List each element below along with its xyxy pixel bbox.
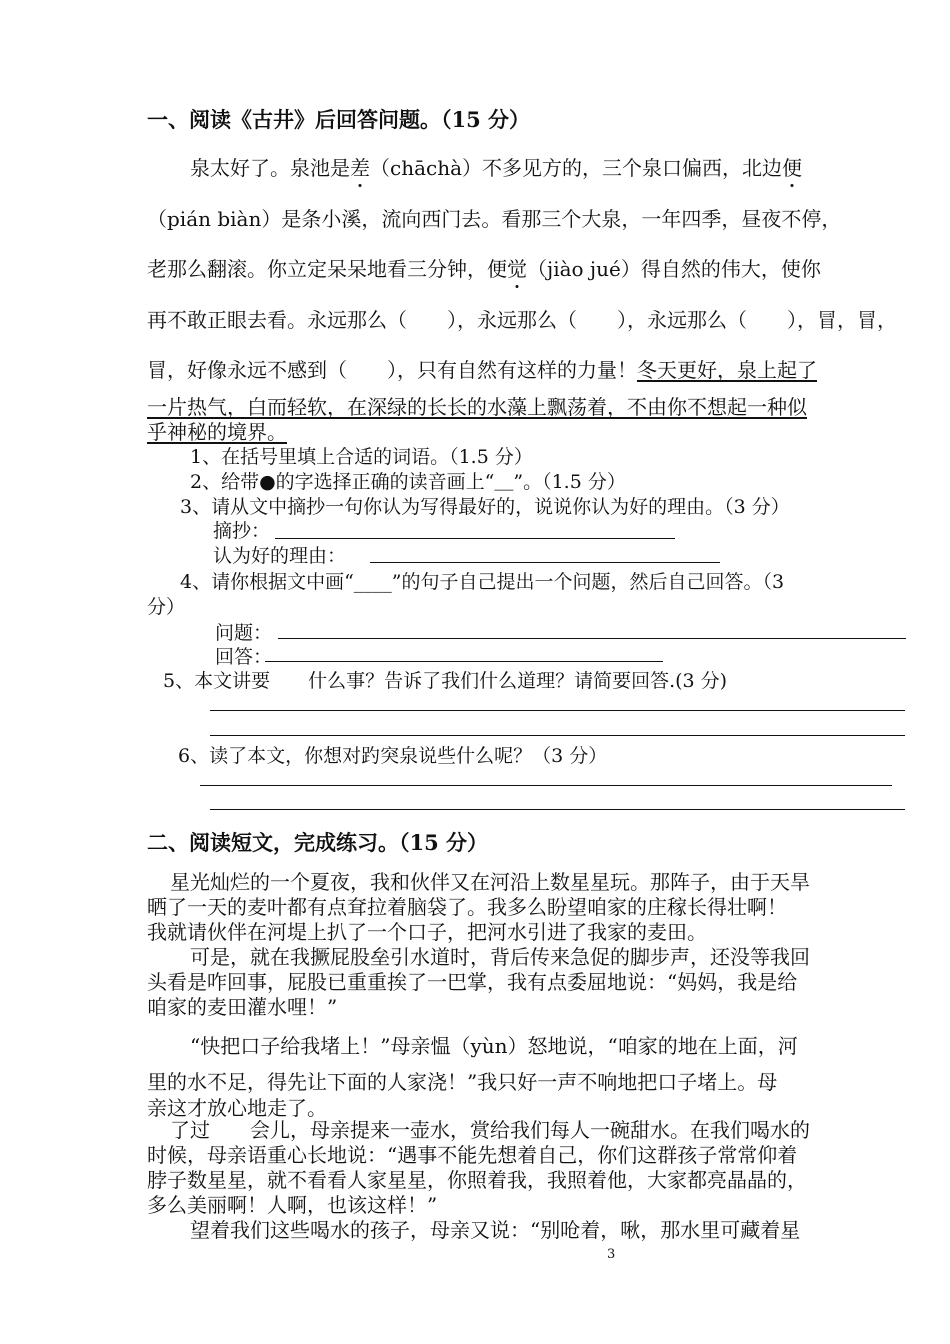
underlined-sentence: 乎神秘的境界。 (147, 420, 287, 444)
story-line: 可是，就在我撅屁股垒引水道时，背后传来急促的脚步声，还没等我回 (190, 945, 810, 969)
passage-line-2: （pián biàn）是条小溪，流向西门去。看那三个大泉，一年四季，昼夜不停， (147, 207, 842, 231)
q4-question-label: 问题： (215, 622, 273, 644)
q6-answer-line-1[interactable] (200, 785, 892, 786)
question-1: 1、在括号里填上合适的词语。（1.5 分） (190, 446, 533, 468)
passage-line-3 (147, 253, 821, 282)
story-line: 脖子数星星，就不看看人家星星，你照着我，我照着他，大家都亮晶晶的， (147, 1168, 807, 1192)
dotted-char: 便 (782, 152, 802, 181)
dotted-char: 觉 (507, 253, 527, 282)
story-line: 亲这才放心地走了。 (147, 1096, 327, 1120)
q4-answer-label: 回答： (215, 646, 273, 668)
underlined-sentence: 一片热气，白而轻软，在深绿的长长的水藻上飘荡着，不由你不想起一种似 (147, 395, 807, 419)
story-line: “快把口子给我堵上！”母亲愠（yùn）怒地说，“咱家的地在上面，河 (190, 1034, 798, 1058)
story-line: 望着我们这些喝水的孩子，母亲又说：“别呛着，啾，那水里可藏着星 (190, 1218, 801, 1242)
page-number: 3 (607, 1247, 616, 1262)
section2-title: 二、阅读短文，完成练习。（15 分） (147, 830, 489, 855)
q3-copy-answer-line[interactable] (275, 538, 675, 539)
passage-text: 泉太好了。泉池是 (190, 156, 350, 180)
question-3: 3、请从文中摘抄一句你认为写得最好的，说说你认为好的理由。（3 分） (180, 496, 790, 518)
section1-title: 一、阅读《古井》后回答问题。（15 分） (147, 107, 531, 132)
passage-text: 老那么翻滚。你立定呆呆地看三分钟，便 (147, 257, 507, 281)
question-4: 4、请你根据文中画“____”的句子自己提出一个问题，然后自己回答。（3 (180, 571, 785, 593)
story-line: 我就请伙伴在河堤上扒了一个口子，把河水引进了我家的麦田。 (147, 920, 707, 944)
q4-answer-line[interactable] (265, 661, 663, 662)
q5-answer-line-1[interactable] (210, 710, 905, 711)
q3-reason-answer-line[interactable] (370, 562, 720, 563)
passage-text: 冒，好像永远不感到（ ），只有自然有这样的力量！ (147, 358, 637, 382)
story-line: 里的水不足，得先让下面的人家浇！”我只好一声不响地把口子堵上。母 (147, 1070, 778, 1094)
question-4-continued: 分） (147, 596, 186, 618)
q4-question-answer-line[interactable] (278, 638, 906, 639)
q5-answer-line-2[interactable] (210, 735, 905, 736)
q3-copy-label: 摘抄： (213, 520, 271, 542)
story-line: 头看是咋回事，屁股已重重挨了一巴掌，我有点委屈地说：“妈妈，我是给 (147, 970, 798, 994)
underlined-sentence: 冬天更好，泉上起了 (637, 358, 817, 382)
question-2: 2、给带●的字选择正确的读音画上“＿”。（1.5 分） (190, 471, 626, 493)
q3-reason-label: 认为好的理由： (213, 545, 347, 567)
story-line: 咱家的麦田灌水哩！” (147, 995, 338, 1019)
question-6: 6、读了本文，你想对趵突泉说些什么呢？（3 分） (178, 745, 608, 767)
story-line: 多么美丽啊！人啊，也该这样！” (147, 1193, 438, 1217)
dotted-char: 差 (350, 152, 370, 181)
question-5: 5、本文讲要 什么事？告诉了我们什么道理？请简要回答.(3 分) (163, 670, 728, 692)
passage-text: （jiào jué）得自然的伟大，使你 (527, 257, 821, 281)
story-line: 时候，母亲语重心长地说：“遇事不能先想着自己，你们这群孩子常常仰着 (147, 1143, 798, 1167)
story-line: 星光灿烂的一个夏夜，我和伙伴又在河沿上数星星玩。那阵子，由于天旱 (170, 870, 810, 894)
q6-answer-line-2[interactable] (210, 809, 905, 810)
passage-line-1 (190, 152, 802, 181)
story-line: 晒了一天的麦叶都有点耷拉着脑袋了。我多么盼望咱家的庄稼长得壮啊！ (147, 895, 787, 919)
passage-line-5 (147, 354, 817, 383)
passage-text: （chāchà）不多见方的，三个泉口偏西，北边 (370, 156, 783, 180)
story-line: 了过 会儿，母亲提来一壶水，赏给我们每人一碗甜水。在我们喝水的 (170, 1118, 810, 1142)
passage-line-4: 再不敢正眼去看。永远那么（ ），永远那么（ ），永远那么（ ），冒，冒， (147, 308, 897, 332)
